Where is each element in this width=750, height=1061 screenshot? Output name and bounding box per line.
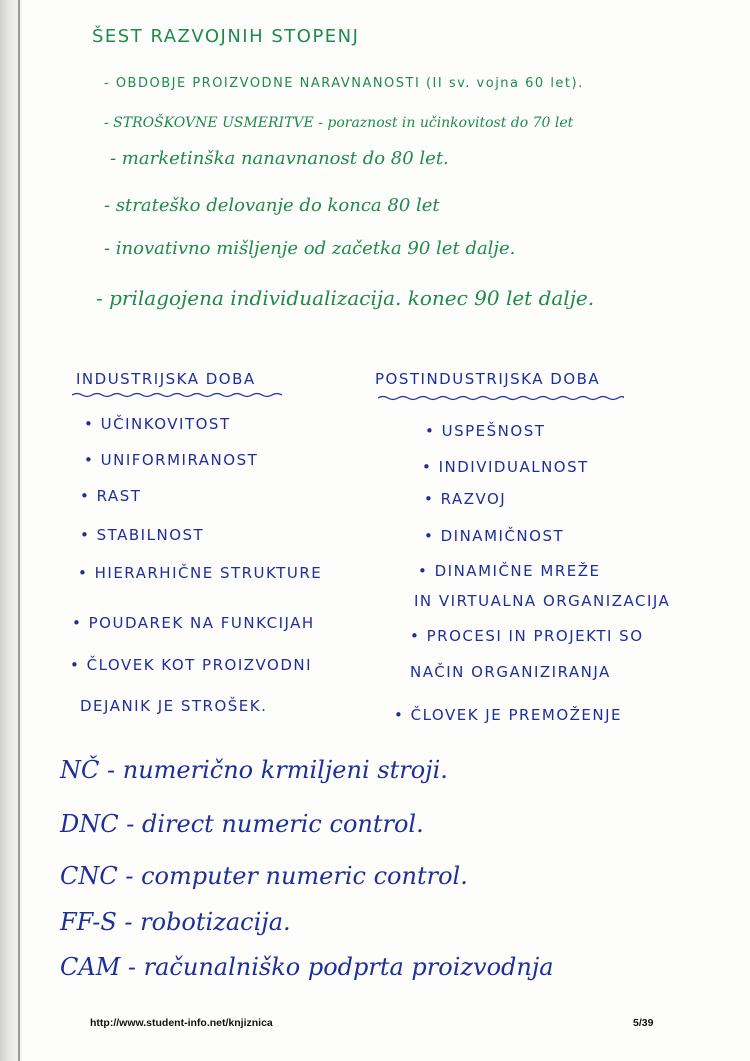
stage-5: - inovativno mišljenje od začetka 90 let dalje. [104, 238, 516, 259]
postindustrial-heading: POSTINDUSTRIJSKA DOBA [375, 370, 601, 388]
postindustrial-item: • RAZVOJ [424, 490, 507, 508]
abbreviation-dnc: DNC - direct numeric control. [60, 810, 424, 838]
industrial-item: • HIERARHIČNE STRUKTURE [78, 564, 323, 582]
industrial-heading: INDUSTRIJSKA DOBA [76, 370, 256, 388]
postindustrial-item: • USPEŠNOST [425, 422, 546, 440]
stage-6: - prilagojena individualizacija. konec 90 let dalje. [96, 286, 595, 310]
postindustrial-item: • ČLOVEK JE PREMOŽENJE [394, 706, 623, 724]
postindustrial-heading-underline [378, 395, 624, 401]
abbreviation-nc: NČ - numerično krmiljeni stroji. [60, 756, 448, 784]
stage-1: - OBDOBJE PROIZVODNE NARAVNANOSTI (II sv. vojna 60 let). [104, 76, 584, 91]
abbreviation-cnc: CNC - computer numeric control. [60, 862, 468, 890]
postindustrial-item: • INDIVIDUALNOST [422, 458, 589, 476]
postindustrial-item: NAČIN ORGANIZIRANJA [410, 663, 611, 681]
industrial-item: • UČINKOVITOST [84, 415, 231, 433]
stage-2: - STROŠKOVNE USMERITVE - poraznost in učinkovitost do 70 let [104, 115, 574, 131]
industrial-heading-underline [72, 392, 282, 398]
postindustrial-item: IN VIRTUALNA ORGANIZACIJA [414, 592, 671, 610]
binding-edge-line [18, 0, 20, 1061]
industrial-item: • ČLOVEK KOT PROIZVODNI [70, 656, 313, 674]
stage-3: - marketinška nanavnanost do 80 let. [110, 148, 449, 169]
industrial-item: • POUDAREK NA FUNKCIJAH [72, 614, 315, 632]
industrial-item: DEJANIK JE STROŠEK. [80, 697, 268, 715]
page-title: ŠEST RAZVOJNIH STOPENJ [92, 26, 360, 47]
stage-4: - strateško delovanje do konca 80 let [104, 195, 440, 216]
postindustrial-item: • DINAMIČNOST [424, 527, 565, 545]
abbreviation-cam: CAM - računalniško podprta proizvodnja [60, 953, 554, 981]
postindustrial-item: • PROCESI IN PROJEKTI SO [410, 627, 644, 645]
footer-url: http://www.student-info.net/knjiznica [90, 1017, 273, 1029]
page-number: 5/39 [633, 1017, 654, 1029]
postindustrial-item: • DINAMIČNE MREŽE [418, 562, 601, 580]
abbreviation-ffs: FF-S - robotizacija. [60, 908, 291, 936]
industrial-item: • STABILNOST [80, 526, 205, 544]
industrial-item: • UNIFORMIRANOST [84, 451, 259, 469]
industrial-item: • RAST [80, 487, 142, 505]
